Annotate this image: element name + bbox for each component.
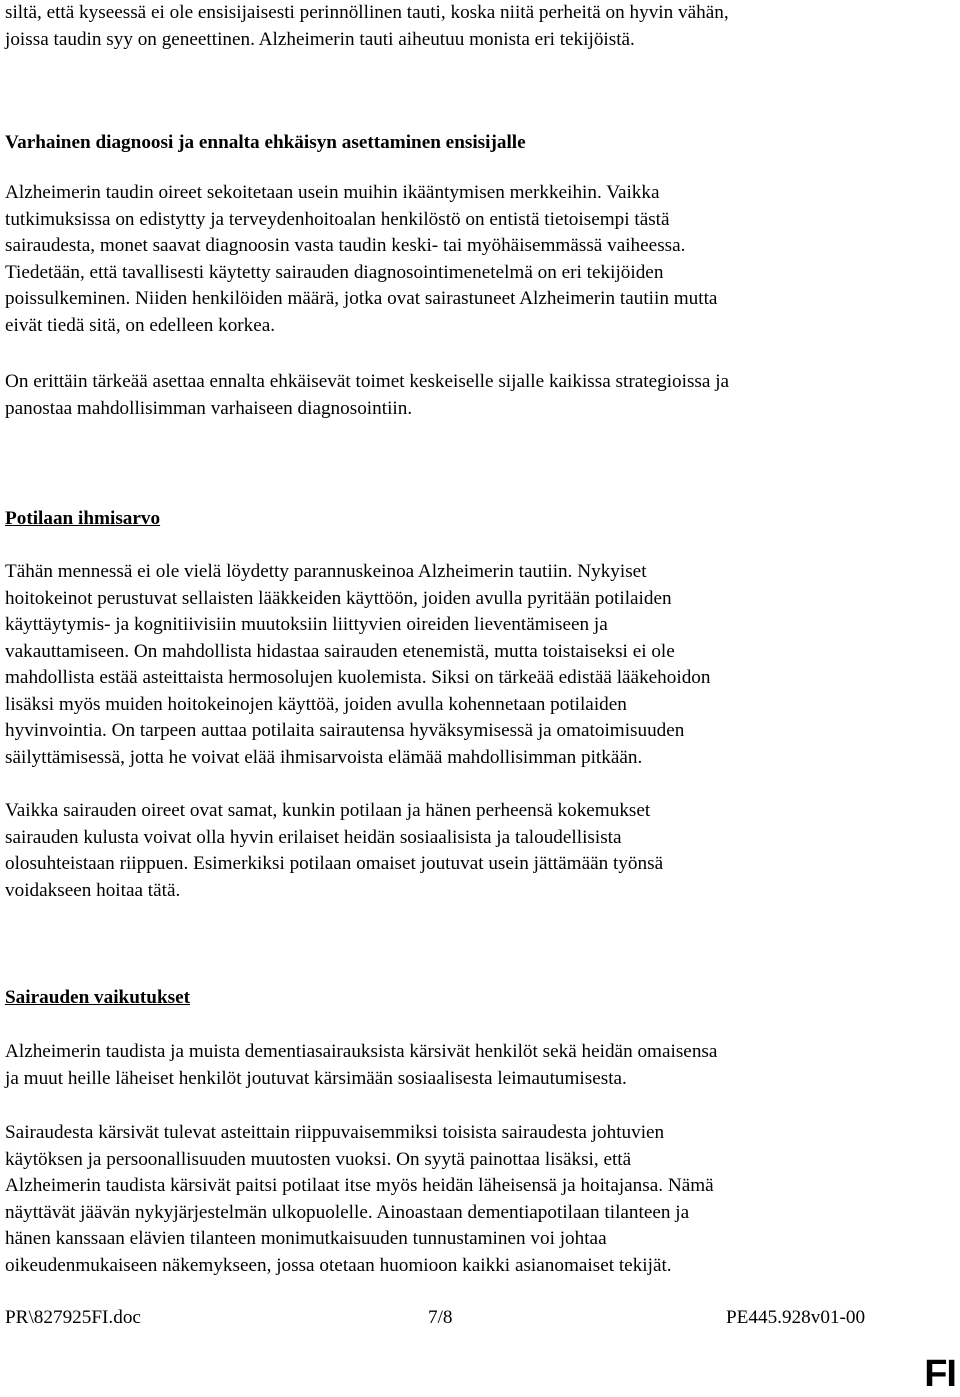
- section-heading-disease-effects: Sairauden vaikutukset: [5, 987, 190, 1008]
- section3-paragraph-2: [5, 1120, 905, 1279]
- text-line: Alzheimerin taudista ja muista dementiasairauksista kärsivät henkilöt sekä heidän omaisensa: [5, 1041, 718, 1062]
- section1-paragraph-2: [5, 369, 905, 422]
- text-line: eivät tiedä sitä, on edelleen korkea.: [5, 314, 276, 336]
- text-line: poissulkeminen. Niiden henkilöiden määrä, jotka ovat sairastuneet Alzheimerin tautiin mutta: [5, 288, 718, 309]
- section2-paragraph-1: [5, 559, 905, 771]
- intro-paragraph: [5, 0, 905, 53]
- text-line: Vaikka sairauden oireet ovat samat, kunkin potilaan ja hänen perheensä kokemukset: [5, 800, 651, 821]
- text-line: Alzheimerin taudin oireet sekoitetaan usein muihin ikääntymisen merkkeihin. Vaikka: [5, 182, 660, 203]
- footer-page-number: 7/8: [428, 1307, 453, 1328]
- text-line: käyttäytymis- ja kognitiivisiin muutoksiin liittyvien oireiden lieventämiseen ja: [5, 614, 608, 635]
- text-line: panostaa mahdollisimman varhaiseen diagnosointiin.: [5, 397, 413, 419]
- text-line: oikeudenmukaiseen näkemykseen, jossa otetaan huomioon kaikki asianomaiset tekijät.: [5, 1254, 672, 1276]
- section2-paragraph-2: [5, 798, 905, 904]
- text-line: Tähän mennessä ei ole vielä löydetty parannuskeinoa Alzheimerin tautiin. Nykyiset: [5, 561, 647, 582]
- text-line: joissa taudin syy on geneettinen. Alzheimerin tauti aiheutuu monista eri tekijöistä.: [5, 28, 635, 50]
- text-line: hoitokeinot perustuvat sellaisten lääkkeiden käyttöön, joiden avulla pyritään potilaiden: [5, 587, 672, 609]
- text-line: On erittäin tärkeää asettaa ennalta ehkäisevät toimet keskeiselle sijalle kaikissa strategioissa ja: [5, 371, 730, 392]
- section-heading-patient-dignity: Potilaan ihmisarvo: [5, 508, 161, 529]
- text-line: käytöksen ja persoonallisuuden muutosten vuoksi. On syytä painottaa lisäksi, että: [5, 1148, 632, 1170]
- section-heading-early-diagnosis: Varhainen diagnoosi ja ennalta ehkäisyn asettaminen ensisijalle: [5, 132, 526, 153]
- section3-paragraph-1: [5, 1039, 905, 1092]
- text-line: mahdollista estää asteittaista hermosolujen kuolemista. Siksi on tärkeää edistää lääkehoidon: [5, 667, 711, 688]
- text-line: Sairaudesta kärsivät tulevat asteittain riippuvaisemmiksi toisista sairaudesta johtuvien: [5, 1122, 665, 1143]
- text-line: sairauden kulusta voivat olla hyvin erilaiset heidän sosiaalisista ja taloudellisista: [5, 826, 622, 848]
- footer-version: PE445.928v01-00: [726, 1307, 866, 1328]
- text-line: näyttävät jäävän nykyjärjestelmän ulkopuolelle. Ainoastaan dementiapotilaan tilanteen ja: [5, 1201, 690, 1223]
- text-line: säilyttämisessä, jotta he voivat elää ihmisarvoista elämää mahdollisimman pitkään.: [5, 746, 643, 768]
- text-line: lisäksi myös muiden hoitokeinojen käyttöä, joiden avulla kohennetaan potilaiden: [5, 693, 627, 715]
- text-line: olosuhteistaan riippuen. Esimerkiksi potilaan omaiset joutuvat usein jättämään työnsä: [5, 853, 664, 874]
- section1-paragraph-1: [5, 180, 905, 339]
- text-line: sairaudesta, monet saavat diagnoosin vasta taudin keski- tai myöhäisemmässä vaiheessa.: [5, 235, 686, 256]
- text-line: hyvinvointia. On tarpeen auttaa potilaita sairautensa hyväksymisessä ja omatoimisuuden: [5, 720, 685, 741]
- text-line: voidakseen hoitaa tätä.: [5, 879, 181, 901]
- text-line: hänen kanssaan elävien tilanteen monimutkaisuuden tunnustaminen voi johtaa: [5, 1228, 607, 1249]
- text-line: Alzheimerin taudista kärsivät paitsi potilaat itse myös heidän läheisensä ja hoitajansa. Nämä: [5, 1175, 714, 1196]
- language-code: FI: [924, 1353, 956, 1395]
- text-line: siltä, että kyseessä ei ole ensisijaisesti perinnöllinen tauti, koska niitä perheitä on hyvin vähän,: [5, 2, 729, 23]
- text-line: ja muut heille läheiset henkilöt joutuvat kärsimään sosiaalisesta leimautumisesta.: [5, 1067, 627, 1089]
- text-line: vakauttamiseen. On mahdollista hidastaa sairauden etenemistä, mutta toistaiseksi ei ole: [5, 640, 675, 662]
- footer-doc-reference: PR\827925FI.doc: [5, 1307, 141, 1328]
- text-line: tutkimuksissa on edistytty ja terveydenhoitoalan henkilöstö on entistä tietoisempi tästä: [5, 208, 670, 230]
- text-line: Tiedetään, että tavallisesti käytetty sairauden diagnosointimenetelmä on eri tekijöiden: [5, 261, 664, 283]
